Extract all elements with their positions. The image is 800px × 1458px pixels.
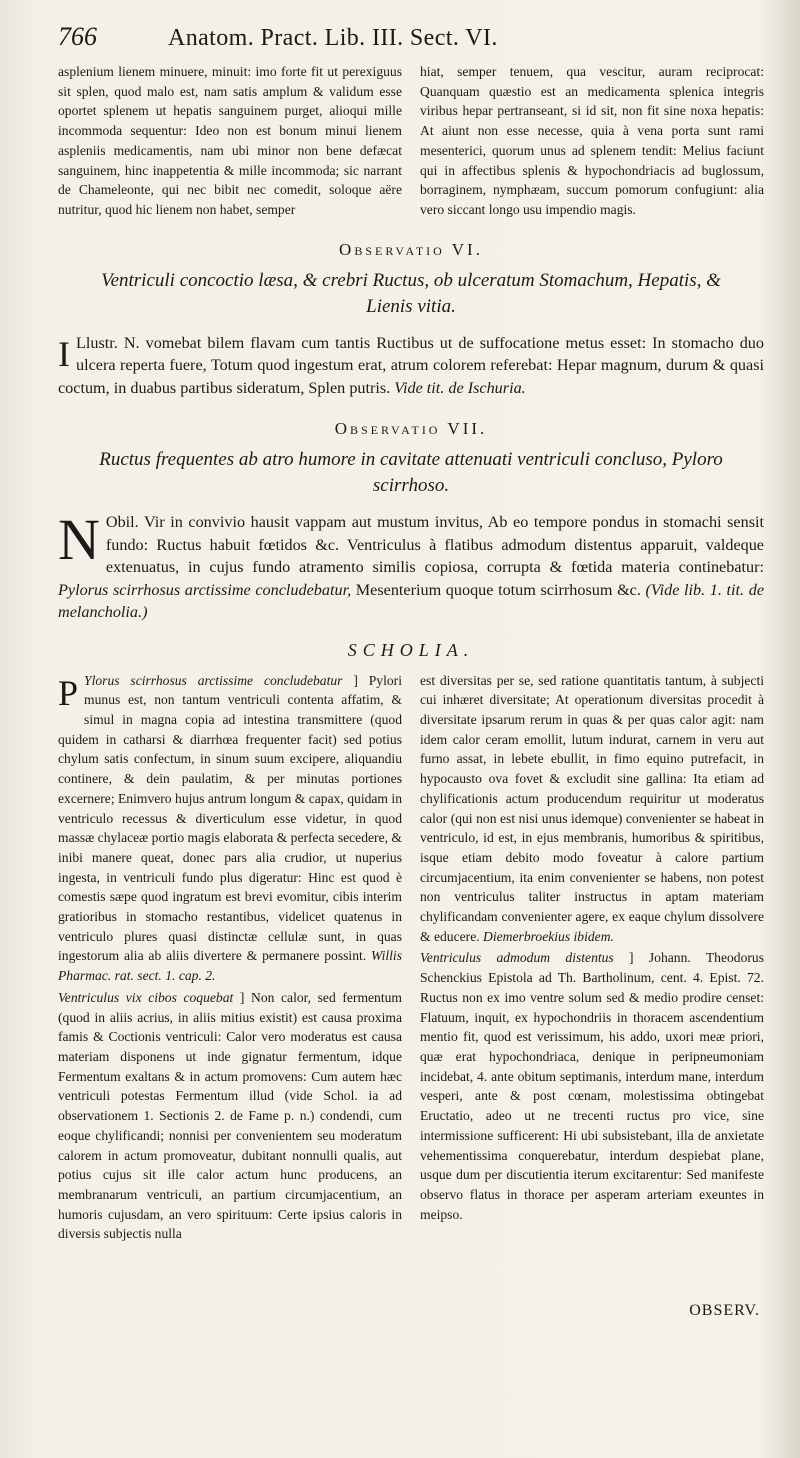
obs6-body: Llustr. N. vomebat bilem flavam cum tantis Ructibus ut de suffocatione metus esset: In stomacho duo ulcera reperta fuere, Totum quod ingestum erat, atrum colorem referebat: Hepar magnum, durum & quasi coctum, in duabus partibus sideratum, Splen putris. bbox=[58, 333, 764, 397]
paragraph: asplenium lienem minuere, minuit: imo forte fit ut perexiguus sit splen, quod malo est, nam satis amplum & validum esse oportet splenem ut hepatis sanguinem purget, alioqui mille incommoda sequentur: Ideo non est bonum minui lienem aspleniis medicamentis, nam ubi minor non bene defæcat sanguinem, hinc inappetentia & mille incommoda; sic narrant de Chameleonte, qui nec bibit nec comedit, soloque aëre nutritur, quod hic lienem non habet, semper bbox=[58, 64, 402, 217]
scholia-paragraph bbox=[420, 948, 764, 1224]
obs6-title: Observatio VI. bbox=[339, 239, 483, 259]
citation: Willis Pharmac. rat. sect. 1. cap. 2. bbox=[58, 948, 402, 984]
page-header bbox=[58, 22, 764, 62]
scholia-paragraph bbox=[58, 671, 402, 986]
top-left-column bbox=[58, 62, 402, 220]
drop-cap: N bbox=[58, 507, 100, 573]
top-right-column bbox=[420, 62, 764, 220]
scholia-left-column bbox=[58, 671, 402, 1244]
obs7-subtitle: Ructus frequentes ab atro humore in cavitate attenuati ventriculi concluso, Pyloro scirrhoso. bbox=[99, 449, 723, 497]
paragraph: hiat, semper tenuem, qua vescitur, auram reciprocat: Quanquam quæstio est an medicamenta splenica integris viribus hepar pertranseant, si id sit, non fit sine noxa hepatis: At aiunt non esse necesse, quia à vena porta sunt rami mesenterici, quorum unus ad splenem tendit: Melius faciunt qui in affectibus splenis & hypochondriacis ad buglossum, borraginem, nymphæam, succum pomorum confugiunt: alia vero siccant longo usu impendio magis. bbox=[420, 64, 764, 217]
scholia-text: ] Non calor, sed fermentum (quod in aliis acrius, in aliis mitius existit) est causa proxima famis & Coctionis ventriculi: Calor vero moderatus est causa materiam disponens ut inde gignatur fermentum, idque Fermentum exaltans & in actum promovens: Cum autem hæc ventriculi potestas Fermentum illud (vide Schol. ia ad observationem 1. Sectionis 2. de Fame p. n.) condendi, cum eoque chylificandi; nonnisi per convenientem seu moderatum calorem in actum promoveatur, dubitant nonnulli qualis, aut potius cujus sit ille calor actum hunc producens, an membranarum ventriculi, an partium circumjacentium, an humoris cujusdam, an vero spirituum: Certe ipsius caloris in diversis subjectis nulla bbox=[58, 989, 402, 1242]
top-columns bbox=[58, 62, 764, 220]
obs7-body: Obil. Vir in convivio hausit vappam aut mustum invitus, Ab eo tempore pondus in stomachi sensit fundo: Ructus habuit fœtidos &c. Ventriculus à flatibus admodum distentus apparuit, valdeque extenuatus, in cujus fundo atramento similis copiosa, corrupta & fœtida materia continebatur: bbox=[105, 513, 764, 577]
citation: Diemerbroekius ibidem. bbox=[483, 928, 614, 944]
page-number: 766 bbox=[58, 22, 97, 51]
scholia-paragraph bbox=[58, 988, 402, 1244]
lemma: Ventriculus admodum distentus bbox=[420, 950, 614, 966]
scholia-columns bbox=[58, 671, 764, 1244]
drop-cap: P bbox=[58, 672, 79, 713]
obs7-text bbox=[58, 507, 765, 624]
scholia-text: ] Johann. Theodorus Schenckius Epistola ad Th. Bartholinum, cent. 4. Epist. 72. Ructus non ex imo ventre solum sed & medio prodire censet: Flatuum, inquit, ex hypochondriis in thoracem ascendentium mentio fit, quod est verissimum, his addo, uxori meæ priori, quæ erat hypochondriaca, denique in peripneumoniam incidebat, 4. ante obitum septimanis, interdum mane, interdum vesperi, ante & post cœnam, molestissima obtingebat Eructatio, adeo ut ne trecenti ructus pro vice, sine intermissione sufficerent: Hi ubi subsistebant, illa de anxietate vehementissima conquerebatur, interdum despiebat plane, usque dum per discutientia iterum excitarentur: Sed manifeste observo flatus in thorace per asperam arteriam exeuntes in meipso. bbox=[420, 950, 764, 1222]
scholia-title: SCHOLIA. bbox=[347, 639, 475, 660]
scholia-right-column bbox=[420, 671, 764, 1244]
drop-cap: I bbox=[58, 333, 70, 374]
obs6-ref: Vide tit. de Ischuria. bbox=[394, 378, 526, 397]
obs7-italic: Pylorus scirrhosus arctissime concludebatur, bbox=[58, 580, 352, 599]
scholia-paragraph bbox=[420, 671, 764, 947]
obs7-title: Observatio VII. bbox=[334, 419, 488, 439]
lemma: Ventriculus vix cibos coquebat bbox=[58, 989, 234, 1005]
scholia-text: ] Pylori munus est, non tantum ventriculi contenta affatim, & simul in magna copia ad intestina transmittere (quod quidem in catharsi & diarrhœa frequenter facit) sed potius chylum satis confectum, in sinum suum excipere, aliquandiu continere, & dein paulatim, & per minutas portiones excernere; Enimvero hujus antrum longum & capax, quidam in ventriculo recessus & diverticulum esse videtur, in quod massæ chylaceæ portio magis elaborata & perfecta secedere, & inibi manere queat, donec pars alia crudior, ut nuperius ingesta, in ventriculi fundo plus digeratur: Hinc est quod è comestis sæpe quod ingratum est brevi evomitur, cibis interim gratioribus in stomacho restantibus, videlicet quatenus in ventriculo plures quasi distinctæ cellulæ sunt, in quas ingestorum alia ab aliis divertere & permanere possint. bbox=[58, 672, 402, 964]
scholia-text: est diversitas per se, sed ratione quantitatis tantum, à subjecti cui inhæret diversitate; At operationum diversitas procedit à diversitate ipsarum rerum in quas & per quas calor agit: nam idem calor ceram emollit, lutum indurat, carnem in veru aut furno assat, in lebete ebullit, in fimo equino putrefacit, in hypocausto ova fovet & excludit sine gallina: Ita etiam ad chylificationis actum producendum requiritur ut moderatus calor (qui non est nisi unus idemque) convenienter se habeat in ventriculo, id est, in ejus membranis, humoribus & spiritibus, isque etiam debito modo foveatur à calore partium circumjacentium, ita enim convenienter se habens, non potest non ventriculus taliter instructus in aptam materiam chylificandam convenienter agere, ex eaque chylum dissolvere & educere. bbox=[420, 672, 764, 944]
obs6-subtitle: Ventriculi concoctio læsa, & crebri Ructus, ob ulceratum Stomachum, Hepatis, & Lienis vitia. bbox=[101, 269, 721, 317]
obs7-body2: Mesenterium quoque totum scirrhosum &c. bbox=[355, 580, 641, 599]
catchword: OBSERV. bbox=[689, 1302, 760, 1319]
obs6-text bbox=[58, 332, 764, 400]
lemma: Ylorus scirrhosus arctissime concludebatur bbox=[84, 672, 343, 688]
running-title: Anatom. Pract. Lib. III. Sect. VI. bbox=[168, 25, 498, 51]
obs7-ref: (Vide lib. 1. tit. de melancholia.) bbox=[58, 580, 765, 622]
